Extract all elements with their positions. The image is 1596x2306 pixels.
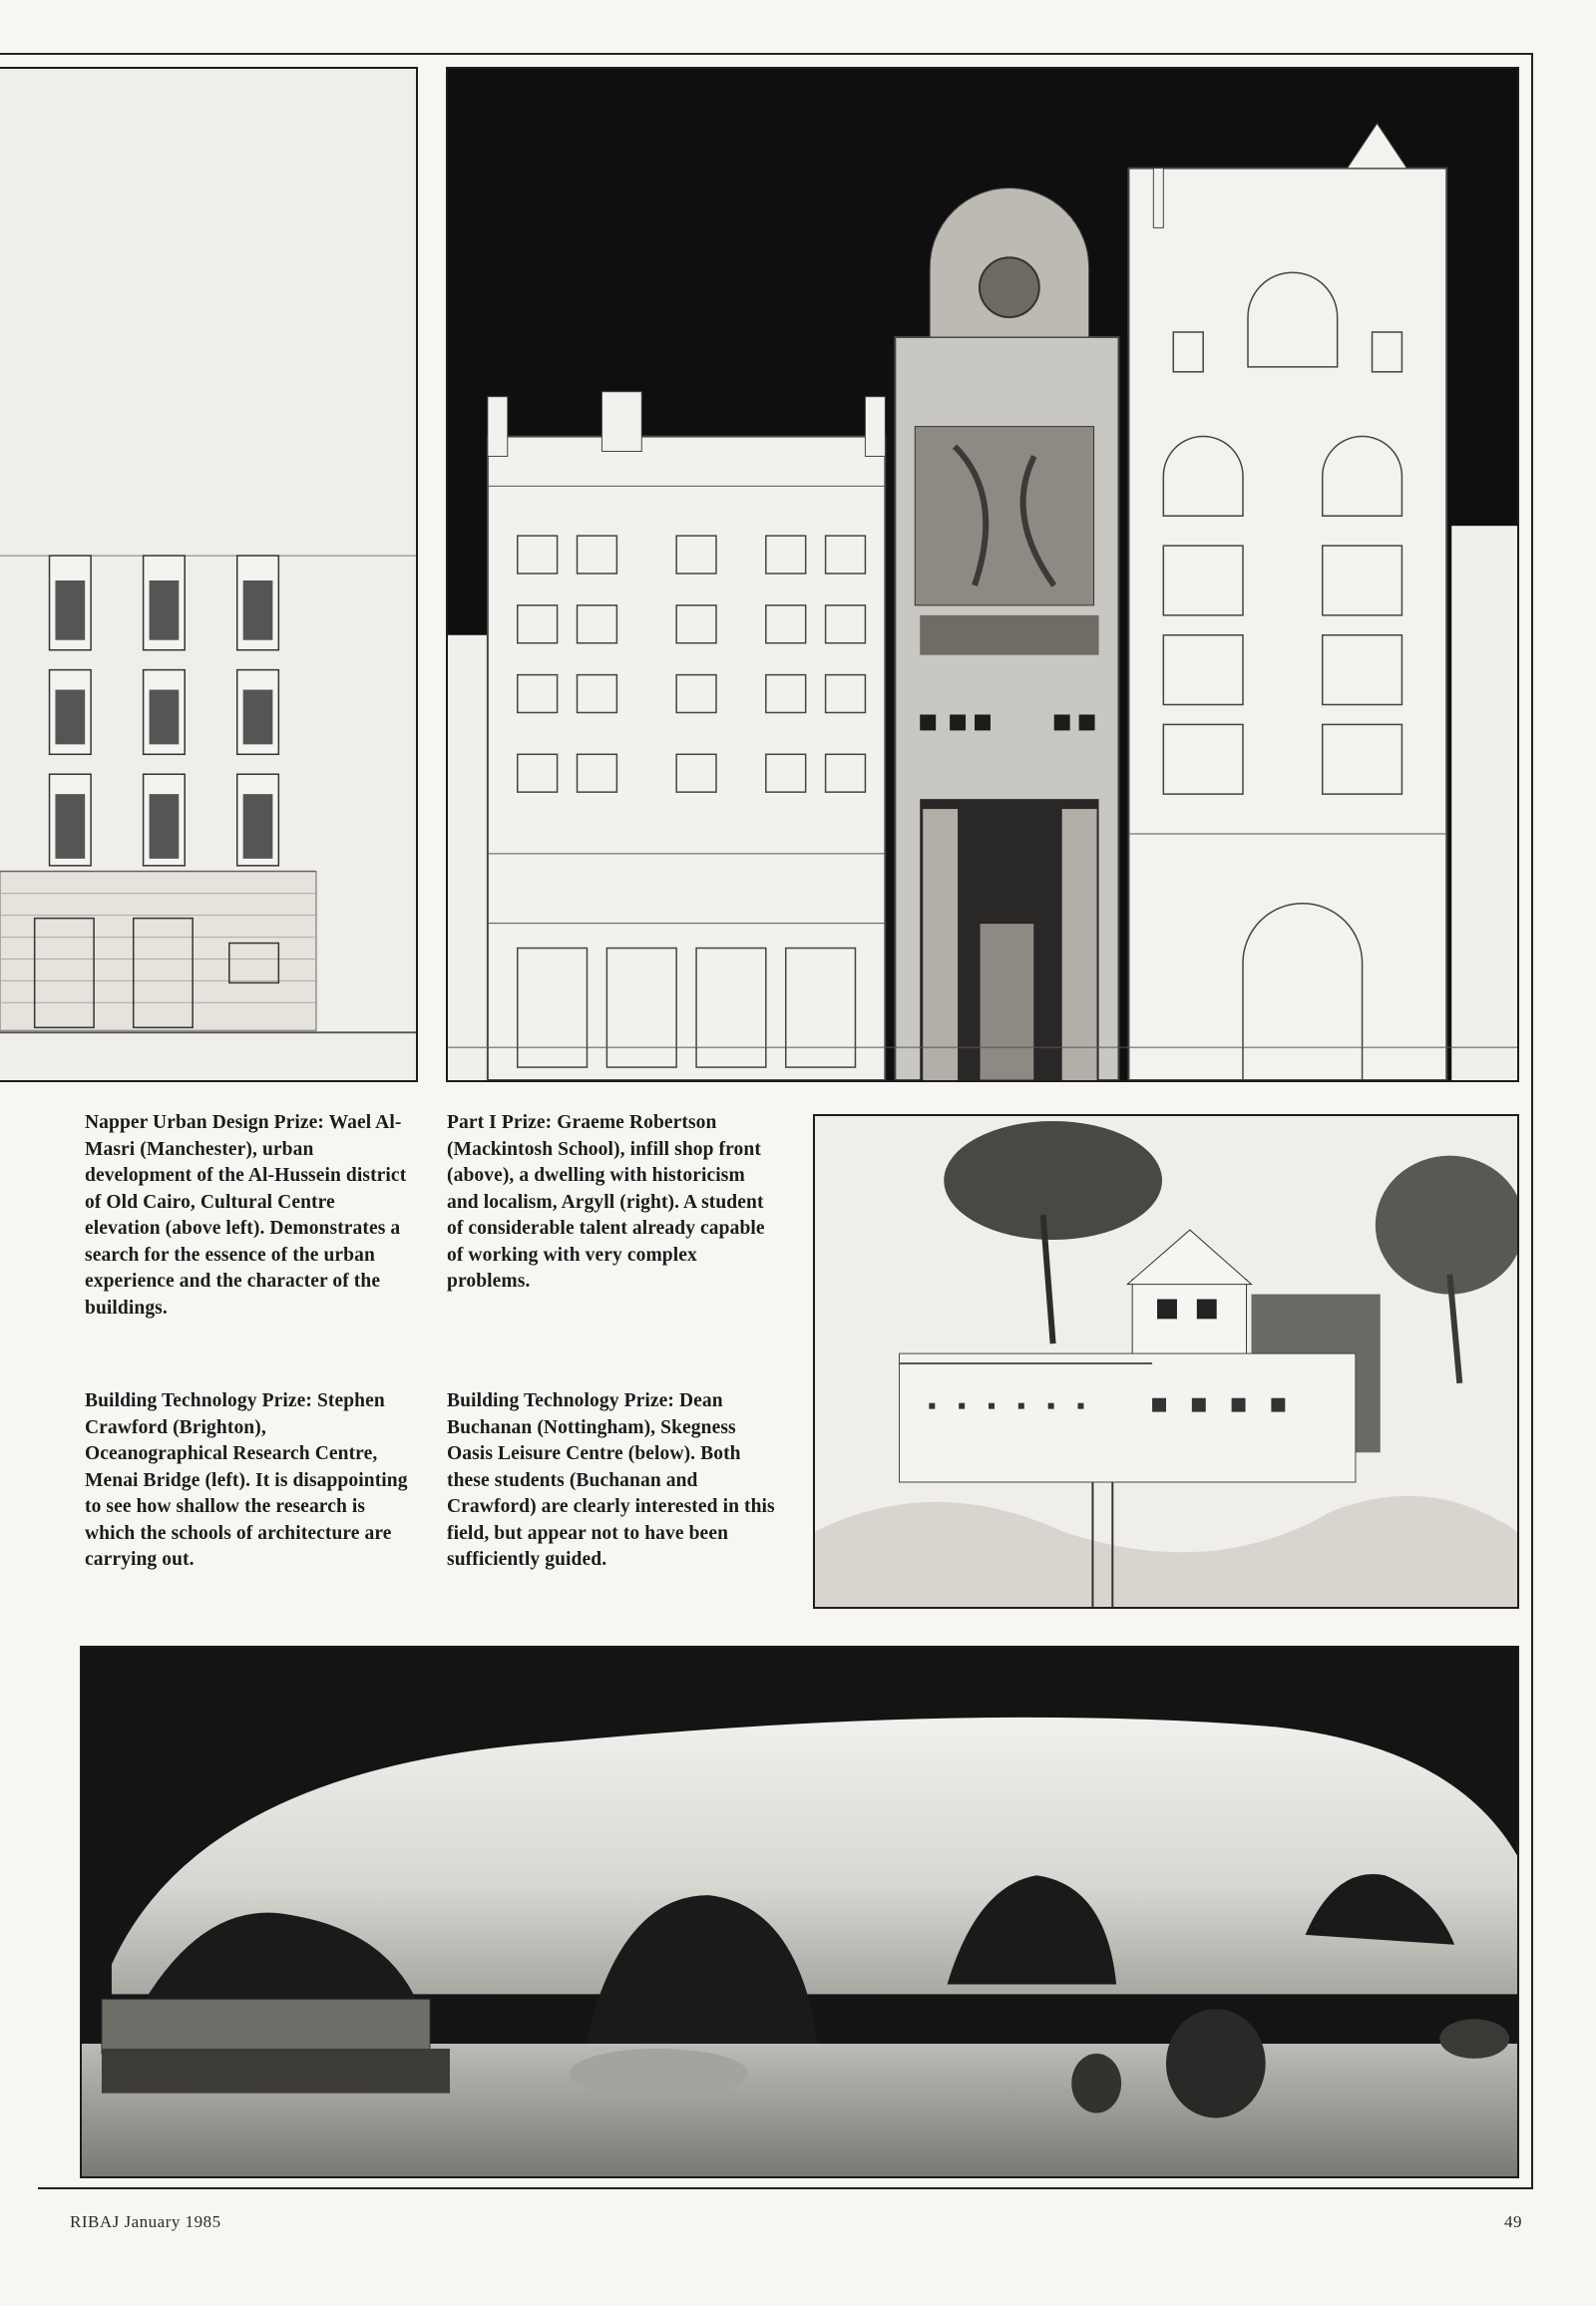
page-top-rule bbox=[0, 53, 1533, 55]
caption-part1-text: Part I Prize: Graeme Robertson (Mackintosh School), infill shop front (above), a dwelling with historicism and localism, Argyll (right). A student of considerable talent already capable of working with very complex problems. bbox=[447, 1112, 765, 1292]
dwelling-argyll-sketch bbox=[813, 1114, 1519, 1609]
caption-napper-prize bbox=[85, 1110, 414, 1322]
footer-page-number: 49 bbox=[1504, 2212, 1522, 2231]
footer-journal: RIBAJ January 1985 bbox=[70, 2212, 221, 2231]
skegness-leisure-centre-model-photo bbox=[80, 1646, 1519, 2178]
caption-crawford-text: Building Technology Prize: Stephen Crawford (Brighton), Oceanographical Research Centre, Menai Bridge (left). It is disappointing to see how shallow the research is which the schools of architecture are carrying out. bbox=[85, 1390, 408, 1570]
caption-napper-text: Napper Urban Design Prize: Wael Al-Masri (Manchester), urban development of the Al-Hussein district of Old Cairo, Cultural Centre elevation (above left). Demonstrates a search for the essence of the urban experience and the character of the buildings. bbox=[85, 1112, 407, 1319]
caption-building-tech-crawford bbox=[85, 1388, 414, 1574]
cultural-centre-elevation-drawing bbox=[0, 67, 418, 1082]
page-bottom-rule bbox=[38, 2187, 1533, 2189]
caption-buchanan-text: Building Technology Prize: Dean Buchanan (Nottingham), Skegness Oasis Leisure Centre (below). Both these students (Buchanan and Crawford) are clearly interested in this field, but appear not to have been sufficiently guided. bbox=[447, 1390, 775, 1570]
infill-shop-front-drawing bbox=[446, 67, 1519, 1082]
caption-part1-prize bbox=[447, 1110, 781, 1296]
page-right-rule bbox=[1531, 53, 1533, 2189]
caption-building-tech-buchanan bbox=[447, 1388, 781, 1574]
